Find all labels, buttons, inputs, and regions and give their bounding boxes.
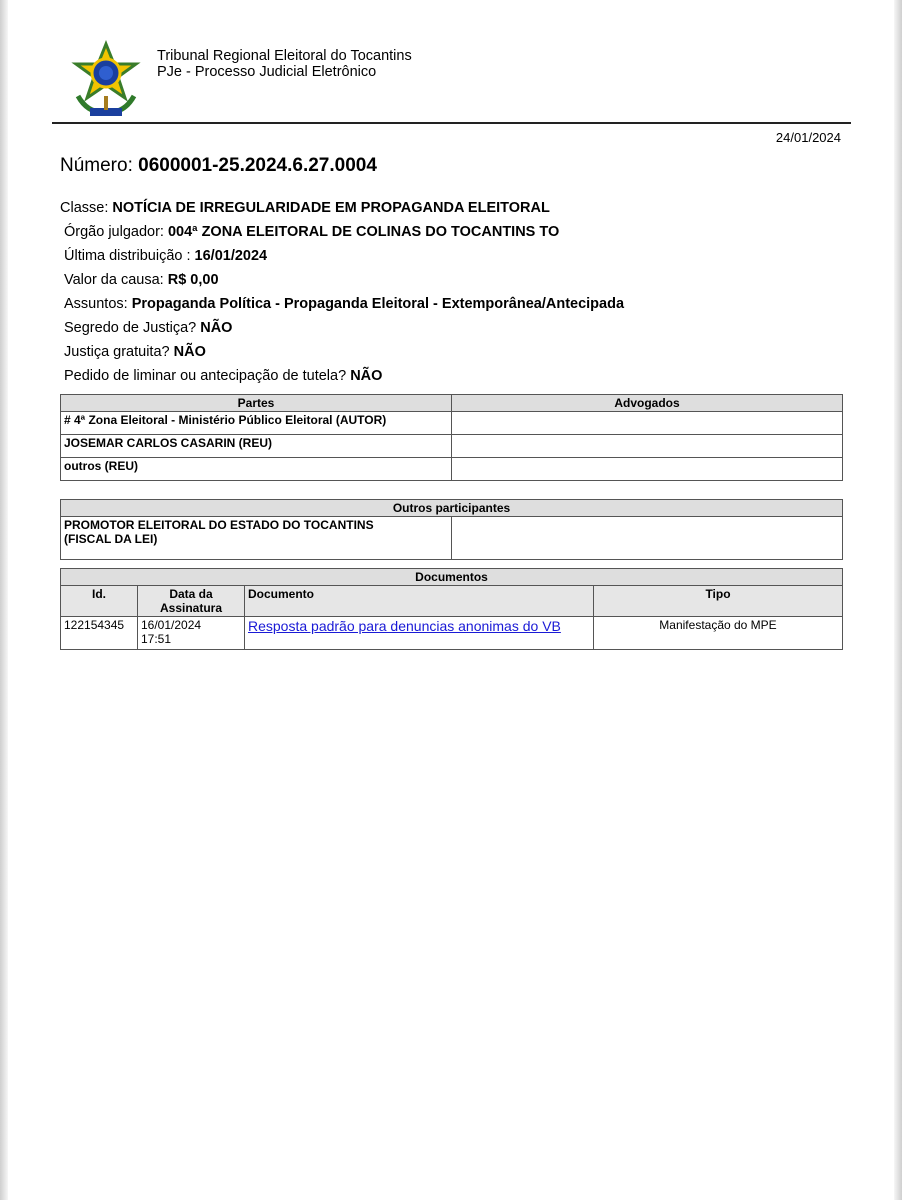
info-row-liminar (60, 366, 624, 390)
documentos-header: Documentos (61, 569, 843, 586)
table-row (61, 617, 843, 650)
document-header (68, 40, 848, 124)
doc-id-cell: 122154345 (61, 617, 138, 650)
doc-tipo-cell: Manifestação do MPE (594, 617, 843, 650)
info-label: Pedido de liminar ou antecipação de tutela? (64, 368, 347, 384)
info-label: Valor da causa: (64, 272, 164, 288)
info-row-orgao (60, 222, 624, 246)
org-name: Tribunal Regional Eleitoral do Tocantins (157, 48, 412, 64)
info-value: NÃO (200, 320, 233, 336)
table-row (61, 412, 843, 435)
doc-date-cell (138, 617, 245, 650)
info-label: Última distribuição : (64, 248, 191, 264)
info-row-distribuicao (60, 246, 624, 270)
participante-empty-cell (452, 517, 843, 560)
info-row-classe (60, 198, 624, 222)
page-edge-left (0, 0, 8, 1200)
info-value: NÃO (173, 344, 206, 360)
parte-cell: JOSEMAR CARLOS CASARIN (REU) (61, 435, 452, 458)
advogado-cell (452, 435, 843, 458)
brazil-coat-of-arms-icon (68, 40, 144, 120)
advogado-cell (452, 412, 843, 435)
doc-date: 16/01/2024 (141, 618, 202, 632)
doc-time: 17:51 (141, 632, 172, 646)
parte-cell: # 4ª Zona Eleitoral - Ministério Público Eleitoral (AUTOR) (61, 412, 452, 435)
col-documento-header: Documento (245, 586, 594, 617)
outros-participantes-table (60, 499, 843, 560)
process-number-value: 0600001-25.2024.6.27.0004 (138, 155, 377, 176)
col-date-header (138, 586, 245, 617)
info-row-assuntos (60, 294, 624, 318)
document-link[interactable]: Resposta padrão para denuncias anonimas do VB (248, 618, 561, 634)
info-label: Justiça gratuita? (64, 344, 170, 360)
parte-cell: outros (REU) (61, 458, 452, 481)
info-row-valor (60, 270, 624, 294)
process-info (60, 198, 624, 390)
table-row (61, 517, 843, 560)
documentos-table (60, 568, 843, 650)
info-value: Propaganda Política - Propaganda Eleitoral - Extemporânea/Antecipada (131, 296, 625, 312)
documentos-column-headers (61, 586, 843, 617)
info-value: 16/01/2024 (194, 248, 268, 264)
col-date-header-line2: Assinatura (159, 601, 223, 615)
documentos-title-row (61, 569, 843, 586)
partes-table (60, 394, 843, 481)
participante-name: PROMOTOR ELEITORAL DO ESTADO DO TOCANTINS (64, 518, 374, 532)
doc-name-cell (245, 617, 594, 650)
outros-header-row (61, 500, 843, 517)
info-value: 004ª ZONA ELEITORAL DE COLINAS DO TOCANTINS TO (167, 224, 560, 240)
info-value: NOTÍCIA DE IRREGULARIDADE EM PROPAGANDA ELEITORAL (112, 200, 550, 216)
table-row (61, 458, 843, 481)
col-date-header-line1: Data da (169, 587, 213, 601)
outros-header: Outros participantes (61, 500, 843, 517)
participante-role: (FISCAL DA LEI) (64, 532, 158, 546)
advogado-cell (452, 458, 843, 481)
table-row (61, 435, 843, 458)
info-row-gratuita (60, 342, 624, 366)
info-value: NÃO (350, 368, 383, 384)
col-tipo-header: Tipo (594, 586, 843, 617)
print-date: 24/01/2024 (775, 130, 841, 145)
info-row-segredo (60, 318, 624, 342)
info-label: Assuntos: (64, 296, 128, 312)
page-edge-right (894, 0, 902, 1200)
participante-cell (61, 517, 452, 560)
process-number (60, 155, 377, 177)
info-label: Classe: (60, 200, 109, 216)
info-label: Órgão julgador: (64, 224, 164, 240)
partes-header: Partes (61, 395, 452, 412)
info-value: R$ 0,00 (167, 272, 219, 288)
header-divider (52, 122, 851, 124)
partes-header-row (61, 395, 843, 412)
system-name: PJe - Processo Judicial Eletrônico (157, 64, 377, 80)
process-number-label: Número: (60, 155, 133, 176)
info-label: Segredo de Justiça? (64, 320, 197, 336)
advogados-header: Advogados (452, 395, 843, 412)
col-id-header: Id. (61, 586, 138, 617)
